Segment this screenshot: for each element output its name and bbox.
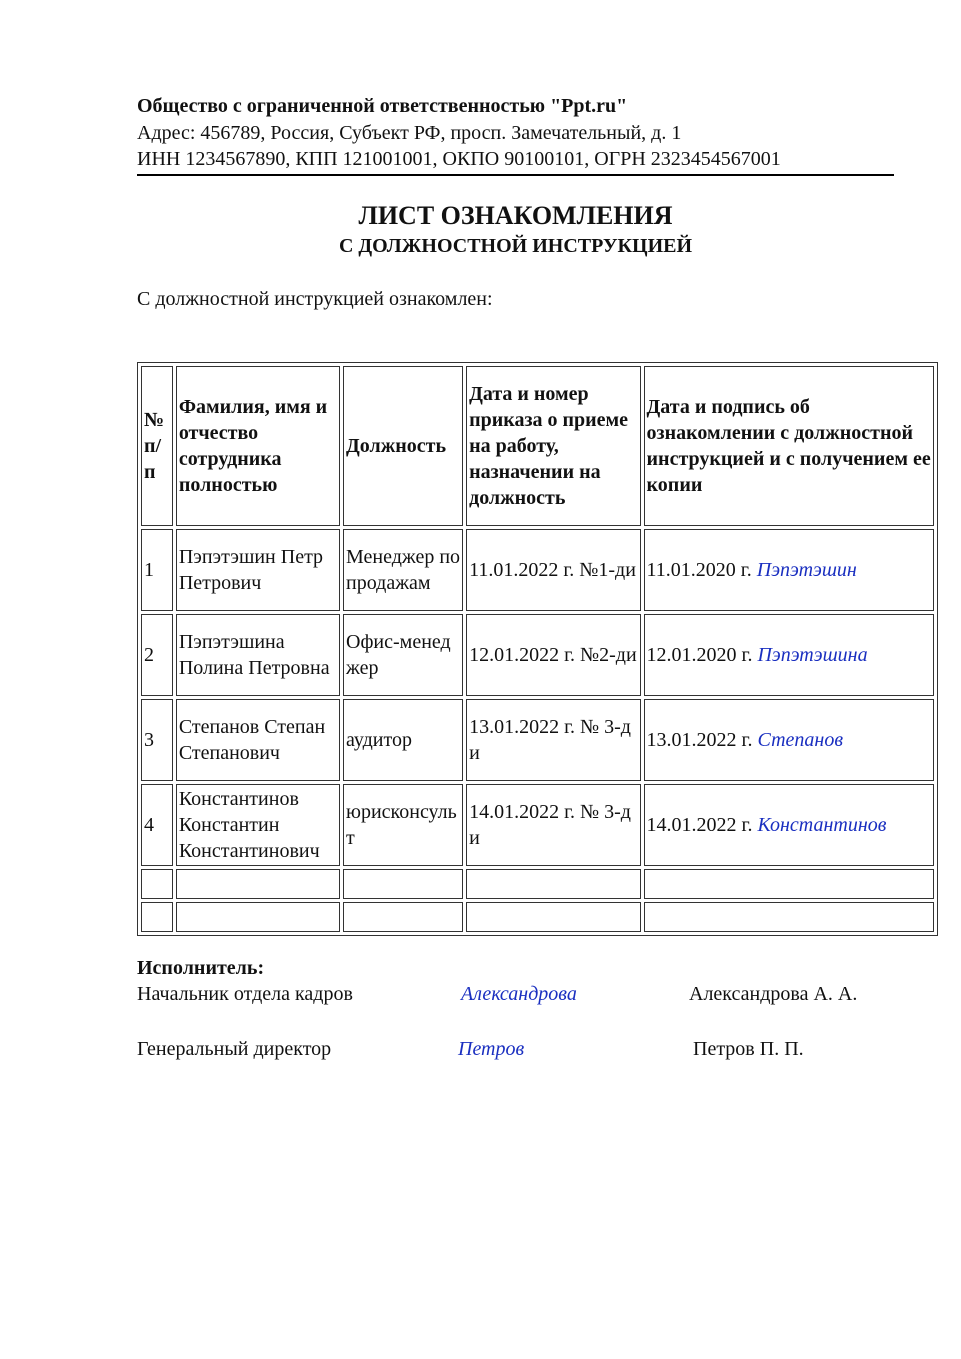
row-number: 3 [141,699,173,781]
empty-cell [343,869,463,899]
employee-position: Офис-менеджер [343,614,463,696]
row-number: 4 [141,784,173,866]
executor-label: Исполнитель: [137,957,265,979]
organization-header [137,93,894,176]
table-header-row [141,366,934,526]
org-name: Общество с ограниченной ответственностью "Ppt.ru" [137,95,628,117]
employee-name: Пэпэтэшин Петр Петрович [176,529,340,611]
employee-signature: Пэпэтэшин [756,559,857,581]
empty-cell [644,869,934,899]
empty-cell [343,902,463,932]
employee-position: Менеджер по продажам [343,529,463,611]
acknowledgement-date: 14.01.2022 г. [646,814,753,836]
acknowledgement-table-wrapper [137,362,938,936]
column-header-number: № п/п [141,366,173,526]
employee-position: юрисконсульт [343,784,463,866]
employee-name: Пэпэтэшина Полина Петровна [176,614,340,696]
column-header-name: Фамилия, имя и отчество сотрудника полностью [176,366,340,526]
signer-role: Начальник отдела кадров [137,983,353,1005]
header-divider [137,174,894,176]
signer-full-name: Александрова А. А. [689,983,858,1005]
employee-name: Степанов Степан Степанович [176,699,340,781]
empty-cell [466,902,640,932]
row-number: 1 [141,529,173,611]
empty-cell [466,869,640,899]
acknowledgement-table [137,362,938,936]
intro-text: С должностной инструкцией ознакомлен: [137,288,493,310]
acknowledgement-date: 13.01.2022 г. [646,729,753,751]
empty-cell [176,869,340,899]
table-row [141,529,934,611]
empty-cell [141,869,173,899]
empty-table-row [141,902,934,932]
employee-signature: Степанов [757,729,844,751]
signer-signature: Петров [458,1038,525,1060]
table-row [141,699,934,781]
document-subtitle: С ДОЛЖНОСТНОЙ ИНСТРУКЦИЕЙ [338,235,693,257]
acknowledgement-cell [644,529,934,611]
signer-signature: Александрова [461,983,577,1005]
acknowledgement-cell [644,699,934,781]
table-row [141,784,934,866]
org-address: Адрес: 456789, Россия, Субъект РФ, просп. Замечательный, д. 1 [137,122,682,144]
acknowledgement-date: 11.01.2020 г. [646,559,752,581]
employee-position: аудитор [343,699,463,781]
order-info: 13.01.2022 г. № 3-ди [466,699,640,781]
order-info: 11.01.2022 г. №1-ди [466,529,640,611]
row-number: 2 [141,614,173,696]
column-header-signature: Дата и подпись об ознакомлении с должностной инструкцией и с получением ее копии [644,366,934,526]
signer-full-name: Петров П. П. [693,1038,804,1060]
table-row [141,614,934,696]
order-info: 14.01.2022 г. № 3-ди [466,784,640,866]
column-header-order: Дата и номер приказа о приеме на работу, назначении на должность [466,366,640,526]
empty-cell [644,902,934,932]
employee-signature: Пэпэтэшина [757,644,868,666]
empty-cell [176,902,340,932]
acknowledgement-cell [644,784,934,866]
employee-signature: Константинов [757,814,887,836]
order-info: 12.01.2022 г. №2-ди [466,614,640,696]
column-header-position: Должность [343,366,463,526]
signer-role: Генеральный директор [137,1038,332,1060]
acknowledgement-cell [644,614,934,696]
acknowledgement-date: 12.01.2020 г. [646,644,753,666]
empty-table-row [141,869,934,899]
org-requisites: ИНН 1234567890, КПП 121001001, ОКПО 90100101, ОГРН 2323454567001 [137,148,781,170]
empty-cell [141,902,173,932]
document-title: ЛИСТ ОЗНАКОМЛЕНИЯ [358,201,673,230]
employee-name: Константинов Константин Константинович [176,784,340,866]
